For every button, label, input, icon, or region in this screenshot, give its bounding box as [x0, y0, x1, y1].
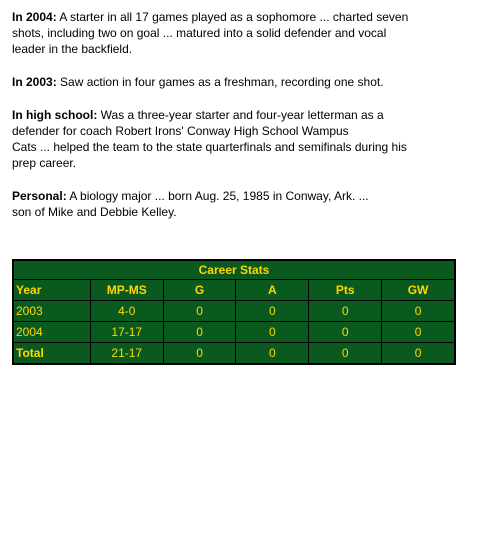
cell-year: 2003: [13, 301, 90, 322]
cell-g: 0: [163, 343, 236, 365]
bio-label-personal: Personal:: [12, 189, 67, 203]
cell-pts: 0: [309, 343, 382, 365]
table-row-total: [13, 343, 455, 365]
stats-caption: Career Stats: [13, 260, 455, 280]
bio-label-2004: In 2004:: [12, 10, 57, 24]
cell-g: 0: [163, 322, 236, 343]
cell-mp-ms: 21-17: [90, 343, 163, 365]
bio-paragraph-personal: [12, 188, 462, 220]
cell-g: 0: [163, 301, 236, 322]
cell-gw: 0: [382, 301, 455, 322]
cell-year: 2004: [13, 322, 90, 343]
column-header-mp-ms: MP-MS: [90, 280, 163, 301]
cell-pts: 0: [309, 301, 382, 322]
bio-paragraph-2003: [12, 74, 462, 90]
career-stats-table: [12, 259, 456, 365]
bio-text-highschool-line3: Cats ... helped the team to the state quarterfinals and semifinals during his: [12, 140, 407, 154]
bio-label-highschool: In high school:: [12, 108, 98, 122]
bio-paragraph-highschool: [12, 107, 462, 171]
bio-text-highschool-line4: prep career.: [12, 156, 77, 170]
bio-paragraph-2004: [12, 9, 462, 57]
bio-label-2003: In 2003:: [12, 75, 57, 89]
cell-a: 0: [236, 322, 309, 343]
column-header-gw: GW: [382, 280, 455, 301]
column-header-a: A: [236, 280, 309, 301]
bio-text-2004-line3: leader in the backfield.: [12, 42, 133, 56]
cell-year: Total: [13, 343, 90, 365]
bio-text-personal-line1: A biology major ... born Aug. 25, 1985 in Conway, Ark. ...: [69, 189, 369, 203]
stats-caption-row: [13, 260, 455, 280]
table-row: [13, 322, 455, 343]
cell-mp-ms: 4-0: [90, 301, 163, 322]
cell-pts: 0: [309, 322, 382, 343]
cell-a: 0: [236, 343, 309, 365]
bio-text-2004-line1: A starter in all 17 games played as a sophomore ... charted seven: [59, 10, 409, 24]
bio-text-2003-line1: Saw action in four games as a freshman, recording one shot.: [60, 75, 384, 89]
table-row: [13, 301, 455, 322]
column-header-pts: Pts: [309, 280, 382, 301]
column-header-g: G: [163, 280, 236, 301]
stats-header-row: [13, 280, 455, 301]
bio-text-2004-line2: shots, including two on goal ... matured into a solid defender and vocal: [12, 26, 387, 40]
bio-text-highschool-line1: Was a three-year starter and four-year letterman as a: [100, 108, 384, 122]
column-header-year: Year: [13, 280, 90, 301]
cell-gw: 0: [382, 322, 455, 343]
cell-mp-ms: 17-17: [90, 322, 163, 343]
cell-a: 0: [236, 301, 309, 322]
bio-text-personal-line2: son of Mike and Debbie Kelley.: [12, 205, 177, 219]
bio-text-highschool-line2: defender for coach Robert Irons' Conway High School Wampus: [12, 124, 349, 138]
bio-section: [12, 9, 462, 237]
cell-gw: 0: [382, 343, 455, 365]
